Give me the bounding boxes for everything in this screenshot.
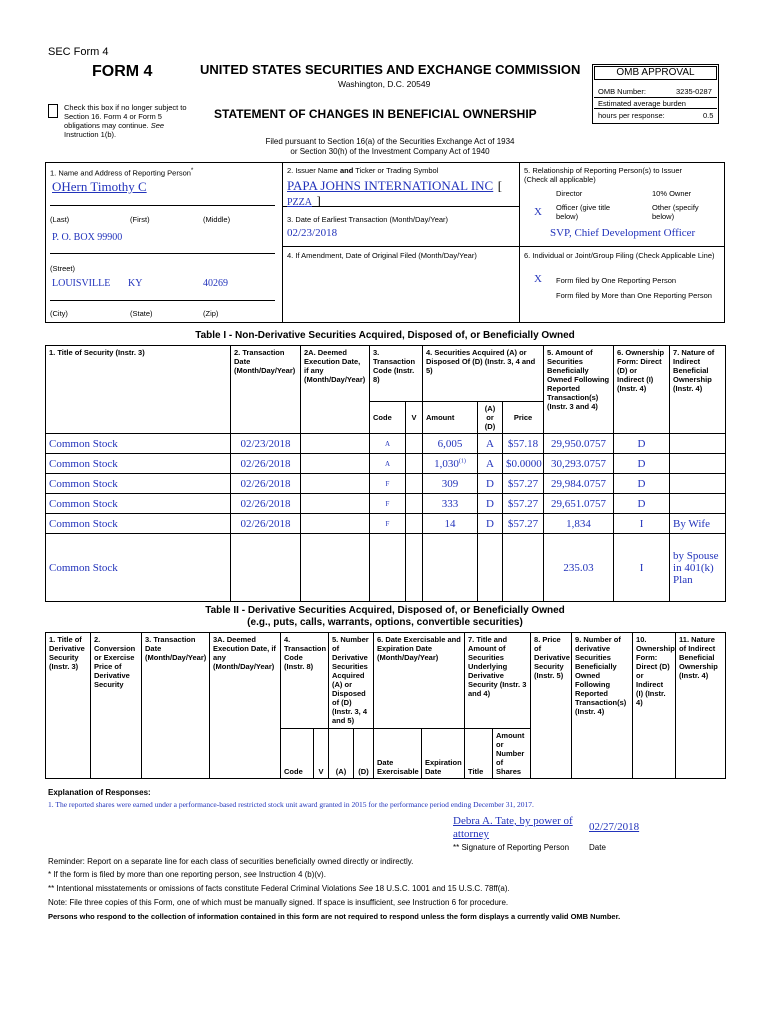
t2-h-nature: 11. Nature of Indirect Beneficial Ownership (Instr. 4) — [676, 633, 726, 779]
t1-sub-amount: Amount — [423, 402, 478, 434]
t1-h-title: 1. Title of Security (Instr. 3) — [46, 346, 231, 434]
issuer-name-row: PAPA JOHNS INTERNATIONAL INC [ — [287, 178, 503, 193]
t1-row-price: $57.27 — [503, 494, 544, 514]
officer-check-mark[interactable]: X — [534, 206, 542, 218]
t1-row-ad: A — [478, 434, 503, 454]
table-row — [46, 474, 726, 494]
t1-row-owned: 235.03 — [544, 534, 614, 602]
t2-sub-a: (A) — [329, 729, 354, 779]
t1-row-title: Common Stock — [46, 474, 231, 494]
box3-label: 3. Date of Earliest Transaction (Month/Day/Year) — [287, 215, 449, 224]
t1-row-ad: A — [478, 454, 503, 474]
t1-row-price — [503, 534, 544, 602]
t2-h-form: 10. Ownership Form: Direct (D) or Indirect (I) (Instr. 4) — [633, 633, 676, 779]
sec-form-label: SEC Form 4 — [48, 46, 109, 58]
t1-row-amount — [423, 534, 478, 602]
table-row — [46, 534, 726, 602]
middle-label: (Middle) — [203, 215, 231, 224]
t1-row-nature: by Spouse in 401(k) Plan — [670, 534, 726, 602]
table2 — [45, 632, 726, 779]
form-title: FORM 4 — [92, 63, 153, 80]
footnote-1-ref[interactable]: (1) — [458, 457, 466, 464]
one-person-check-mark[interactable]: X — [534, 273, 542, 285]
t1-row-date: 02/26/2018 — [231, 454, 301, 474]
t1-row-amount: 1,030$^{(1)}$ — [423, 454, 478, 474]
t1-row-owned: 30,293.0757 — [544, 454, 614, 474]
t1-row-title: Common Stock — [46, 454, 231, 474]
omb-burden-label: Estimated average burden — [598, 99, 686, 108]
t1-row-owned: 1,834 — [544, 514, 614, 534]
box2-label: 2. Issuer Name and Ticker or Trading Symbol — [287, 166, 439, 175]
zip-label: (Zip) — [203, 309, 219, 318]
t2-h-owned: 9. Number of derivative Securities Beneficially Owned Following Reported Transaction(s) (Instr. 4) — [572, 633, 633, 779]
t1-row-amount: 309 — [423, 474, 478, 494]
omb-hours-label: hours per response: — [598, 111, 665, 120]
t1-row-date: 02/26/2018 — [231, 514, 301, 534]
officer-option: Officer (give title below) — [556, 203, 611, 221]
t2-h-conversion: 2. Conversion or Exercise Price of Derivative Security — [91, 633, 142, 779]
t2-h-deemed: 3A. Deemed Execution Date, if any (Month/Day/Year) — [210, 633, 281, 779]
t1-row-amount: 333 — [423, 494, 478, 514]
t1-row-form: I — [614, 514, 670, 534]
t1-row-form: D — [614, 474, 670, 494]
t1-sub-code: Code — [370, 402, 406, 434]
t1-row-date: 02/26/2018 — [231, 474, 301, 494]
t1-sub-aord: (A) or (D) — [478, 402, 503, 434]
t1-row-code — [370, 534, 406, 602]
footnote-1: 1. The reported shares were earned under a performance-based restricted stock unit award granted in 2015 for the performance period ending December 31, 2017. — [48, 800, 534, 809]
table-row — [46, 434, 726, 454]
director-option: Director — [556, 189, 583, 198]
signer-name[interactable]: Debra A. Tate, by power of attorney — [453, 815, 573, 840]
note-misstatements: ** Intentional misstatements or omissions of facts constitute Federal Criminal Violations See 18 U.S.C. 1001 and 15 U.S.C. 78ff(a). — [48, 884, 510, 893]
commission-title: UNITED STATES SECURITIES AND EXCHANGE COMMISSION — [200, 62, 581, 77]
table2-title: Table II - Derivative Securities Acquired, Disposed of, or Beneficially Owned (e.g., puts, calls, warrants, options, convertible securities) — [205, 605, 565, 628]
t1-h-code: 3. Transaction Code (Instr. 8) — [370, 346, 423, 402]
t2-sub-d: (D) — [354, 729, 374, 779]
t1-row-title: Common Stock — [46, 534, 231, 602]
commission-location: Washington, D.C. 20549 — [338, 79, 431, 89]
t1-row-date — [231, 534, 301, 602]
t1-row-owned: 29,950.0757 — [544, 434, 614, 454]
t1-h-date: 2. Transaction Date (Month/Day/Year) — [231, 346, 301, 434]
t1-row-price: $0.0000 — [503, 454, 544, 474]
earliest-transaction-date: 02/23/2018 — [287, 227, 338, 239]
zip-value: 40269 — [203, 278, 228, 289]
table-row — [46, 454, 726, 474]
table1-title: Table I - Non-Derivative Securities Acquired, Disposed of, or Beneficially Owned — [195, 330, 575, 341]
city-value: LOUISVILLE — [52, 278, 111, 289]
omb-number-value: 3235-0287 — [676, 87, 712, 96]
t1-row-owned: 29,984.0757 — [544, 474, 614, 494]
street-label: (Street) — [50, 264, 76, 273]
city-label: (City) — [50, 309, 68, 318]
date-label: Date — [589, 843, 606, 852]
reminder-text: Reminder: Report on a separate line for each class of securities beneficially owned directly or indirectly. — [48, 857, 414, 866]
omb-hours-value: 0.5 — [703, 111, 714, 120]
t1-row-code: A — [370, 454, 406, 474]
note-file-copies: Note: File three copies of this Form, one of which must be manually signed. If space is insufficient, see Instruction 6 for procedure. — [48, 898, 509, 907]
t1-row-title: Common Stock — [46, 514, 231, 534]
omb-title: OMB APPROVAL — [594, 66, 717, 80]
t1-row-amount: 14 — [423, 514, 478, 534]
t1-row-ad: D — [478, 474, 503, 494]
t2-h-underlying: 7. Title and Amount of Securities Underlying Derivative Security (Instr. 3 and 4) — [465, 633, 531, 729]
ticker-symbol[interactable]: PZZA — [287, 197, 312, 208]
signature-date: 02/27/2018 — [589, 821, 640, 833]
t1-h-owned: 5. Amount of Securities Beneficially Owned Following Reported Transaction(s) (Instr. 3 and 4) — [544, 346, 614, 434]
t1-row-title: Common Stock — [46, 494, 231, 514]
t1-sub-v: V — [406, 402, 423, 434]
box6-label: 6. Individual or Joint/Group Filing (Check Applicable Line) — [524, 251, 715, 260]
t1-row-amount: 6,005 — [423, 434, 478, 454]
t2-h-date: 3. Transaction Date (Month/Day/Year) — [142, 633, 210, 779]
t2-sub-exercisable: Date Exercisable — [374, 729, 422, 779]
t1-row-code: F — [370, 514, 406, 534]
box1-label: 1. Name and Address of Reporting Person* — [50, 167, 194, 178]
note-multiple-persons: * If the form is filed by more than one reporting person, see Instruction 4 (b)(v). — [48, 870, 326, 879]
t1-row-nature: By Wife — [670, 514, 726, 534]
last-label: (Last) — [50, 215, 70, 224]
t2-h-exercisable: 6. Date Exercisable and Expiration Date (Month/Day/Year) — [374, 633, 465, 729]
t1-row-code: A — [370, 434, 406, 454]
t1-row-ad — [478, 534, 503, 602]
t1-row-nature — [670, 454, 726, 474]
t1-row-code: F — [370, 494, 406, 514]
persons-notice: Persons who respond to the collection of information contained in this form are not required to respond unless the form displays a currently valid OMB Number. — [48, 912, 621, 921]
t1-row-form: D — [614, 454, 670, 474]
t2-sub-title: Title — [465, 729, 493, 779]
ten-percent-owner-option: 10% Owner — [652, 189, 692, 198]
t1-row-nature — [670, 494, 726, 514]
t2-sub-code: Code — [281, 729, 314, 779]
ticker-row: PZZA ] — [287, 193, 321, 208]
table1 — [45, 345, 726, 602]
t1-row-price: $57.18 — [503, 434, 544, 454]
t1-row-price: $57.27 — [503, 474, 544, 494]
statement-title: STATEMENT OF CHANGES IN BENEFICIAL OWNERSHIP — [214, 107, 537, 121]
filed-pursuant: Filed pursuant to Section 16(a) of the Securities Exchange Act of 1934 or Section 30(h) of the Investment Company Act of 1940 — [265, 137, 515, 156]
t1-row-nature — [670, 474, 726, 494]
street-address-value: P. O. BOX 99900 — [52, 232, 123, 243]
t1-row-ad: D — [478, 514, 503, 534]
signature-label: ** Signature of Reporting Person — [453, 843, 570, 852]
t1-row-date: 02/26/2018 — [231, 494, 301, 514]
t2-h-title: 1. Title of Derivative Security (Instr. 3) — [46, 633, 91, 779]
table-row — [46, 514, 726, 534]
first-label: (First) — [130, 215, 150, 224]
omb-number-label: OMB Number: — [598, 87, 646, 96]
t1-h-form: 6. Ownership Form: Direct (D) or Indirect (I) (Instr. 4) — [614, 346, 670, 434]
filed-by-more-option: Form filed by More than One Reporting Person — [556, 291, 712, 300]
t2-sub-expiration: Expiration Date — [422, 729, 465, 779]
t2-sub-v: V — [314, 729, 329, 779]
t1-row-title: Common Stock — [46, 434, 231, 454]
t2-h-price: 8. Price of Derivative Security (Instr. 5) — [531, 633, 572, 779]
filed-by-one-option: Form filed by One Reporting Person — [556, 276, 677, 285]
t2-h-number: 5. Number of Derivative Securities Acquired (A) or Disposed of (D) (Instr. 3, 4 and 5) — [329, 633, 374, 729]
t1-row-form: I — [614, 534, 670, 602]
table-row — [46, 494, 726, 514]
checkbox-text: Check this box if no longer subject to Section 16. Form 4 or Form 5 obligations may continue. See Instruction 1(b). — [64, 103, 187, 139]
t1-row-form: D — [614, 434, 670, 454]
t2-sub-amount: Amount or Number of Shares — [493, 729, 531, 779]
no-longer-subject-checkbox[interactable] — [48, 104, 58, 118]
explanation-heading: Explanation of Responses: — [48, 788, 151, 797]
state-value: KY — [128, 278, 143, 289]
t1-row-ad: D — [478, 494, 503, 514]
t1-row-owned: 29,651.0757 — [544, 494, 614, 514]
t1-sub-price: Price — [503, 402, 544, 434]
reporting-person-name[interactable]: OHern Timothy C — [52, 179, 147, 194]
box5-label: 5. Relationship of Reporting Person(s) to Issuer (Check all applicable) — [524, 166, 682, 184]
state-label: (State) — [130, 309, 153, 318]
t2-h-code: 4. Transaction Code (Instr. 8) — [281, 633, 329, 729]
t1-h-deemed: 2A. Deemed Execution Date, if any (Month/Day/Year) — [301, 346, 370, 434]
t1-h-nature: 7. Nature of Indirect Beneficial Ownership (Instr. 4) — [670, 346, 726, 434]
officer-title-value: SVP, Chief Development Officer — [550, 227, 696, 239]
t1-row-price: $57.27 — [503, 514, 544, 534]
t1-row-code: F — [370, 474, 406, 494]
other-option: Other (specify below) — [652, 203, 699, 221]
issuer-name[interactable]: PAPA JOHNS INTERNATIONAL INC — [287, 178, 494, 193]
t1-row-nature — [670, 434, 726, 454]
t1-row-date: 02/23/2018 — [231, 434, 301, 454]
box4-label: 4. If Amendment, Date of Original Filed (Month/Day/Year) — [287, 251, 477, 260]
t1-row-form: D — [614, 494, 670, 514]
t1-h-securities: 4. Securities Acquired (A) or Disposed Of (D) (Instr. 3, 4 and 5) — [423, 346, 544, 402]
